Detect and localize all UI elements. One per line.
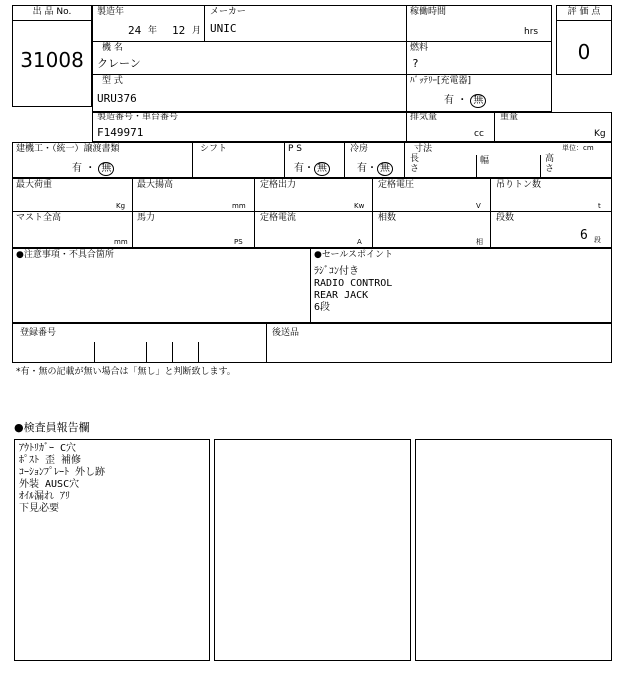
fuel-value: ? bbox=[412, 57, 419, 70]
displacement-unit: cc bbox=[474, 129, 484, 139]
ps-dot: ・ bbox=[304, 163, 314, 174]
stages-label: 段数 bbox=[496, 213, 515, 223]
battery-dot: ・ bbox=[457, 95, 468, 106]
battery-choice bbox=[444, 91, 486, 108]
model-type-label: 型 式 bbox=[102, 76, 123, 86]
sales-points-text: ﾗｼﾞｺﾝ付き RADIO CONTROL REAR JACK 6段 bbox=[314, 266, 393, 313]
year-unit: 年 bbox=[148, 26, 158, 36]
horsepower-unit: PS bbox=[234, 238, 243, 246]
weight-label: 重量 bbox=[500, 112, 519, 122]
registration-label: 登録番号 bbox=[20, 328, 57, 338]
fuel-label: 燃料 bbox=[410, 43, 429, 53]
lot-number-value: 31008 bbox=[20, 48, 84, 72]
transfer-doc-no-circled: 無 bbox=[98, 162, 114, 176]
transfer-doc-choice bbox=[72, 159, 114, 176]
mast-height-unit: mm bbox=[114, 238, 128, 246]
max-lift-height-label: 最大揚高 bbox=[137, 180, 174, 190]
inspector-col-2 bbox=[214, 439, 411, 661]
aircon-yes: 有 bbox=[357, 163, 367, 174]
dimension-height-label: 高 さ bbox=[545, 154, 555, 174]
inspector-col-1-text: ｱｳﾄﾘｶﾞｰ C穴 ﾎﾟｽﾄ 歪 補修 ｺｰｼｮﾝﾌﾟﾚｰﾄ 外し跡 外装 AUSC穴 ｵｲﾙ漏れ ｱﾘ 下見必要 bbox=[19, 443, 106, 514]
inspector-label: ●検査員報告欄 bbox=[14, 421, 90, 434]
shift-label: シフト bbox=[200, 144, 228, 154]
rated-current-unit: A bbox=[357, 238, 362, 246]
ps-choice bbox=[294, 159, 330, 176]
displacement-label: 排気量 bbox=[410, 112, 438, 122]
aircon-no-circled: 無 bbox=[377, 162, 393, 176]
mast-height-label: マスト全高 bbox=[16, 213, 62, 223]
sales-points-label: ●セールスポイント bbox=[314, 250, 394, 260]
month-unit: 月 bbox=[192, 26, 202, 36]
model-type-value: URU376 bbox=[97, 92, 137, 105]
hours-unit: hrs bbox=[524, 27, 539, 37]
transfer-doc-yes: 有 bbox=[72, 163, 82, 174]
aircon-dot: ・ bbox=[367, 163, 377, 174]
manufacture-year-value: 24 bbox=[128, 24, 142, 37]
footnote: *有・無の記載が無い場合は「無し」と判断致します。 bbox=[16, 367, 236, 377]
registration-section bbox=[12, 323, 612, 363]
weight-unit: Kg bbox=[594, 129, 606, 139]
lifting-tonnage-unit: t bbox=[598, 202, 601, 210]
serial-label: 製造番号・車台番号 bbox=[97, 112, 179, 122]
manufacture-month-value: 12 bbox=[172, 24, 186, 37]
horsepower-label: 馬力 bbox=[137, 213, 156, 223]
delivery-label: 後送品 bbox=[272, 328, 300, 338]
max-load-unit: Kg bbox=[116, 202, 126, 210]
rated-voltage-label: 定格電圧 bbox=[378, 180, 415, 190]
battery-yes: 有 bbox=[444, 95, 454, 106]
ps-label: P S bbox=[288, 144, 303, 154]
dimension-width-label: 幅 bbox=[480, 156, 490, 166]
maker-label: メーカー bbox=[210, 7, 246, 17]
rated-voltage-unit: V bbox=[476, 202, 481, 210]
stages-unit: 段 bbox=[594, 236, 601, 244]
transfer-doc-label: 建機工・（統一）譲渡書類 bbox=[16, 144, 120, 154]
max-lift-height-unit: mm bbox=[232, 202, 246, 210]
lot-number-label: 出 品 No. bbox=[32, 7, 72, 17]
notes-label: ●注意事項・不具合箇所 bbox=[16, 250, 114, 260]
transfer-doc-dot: ・ bbox=[85, 163, 96, 174]
ps-yes: 有 bbox=[294, 163, 304, 174]
model-name-label: 機 名 bbox=[102, 43, 123, 53]
serial-value: F149971 bbox=[97, 126, 144, 139]
rated-current-label: 定格電流 bbox=[260, 213, 297, 223]
battery-no-circled: 無 bbox=[470, 94, 486, 108]
aircon-choice bbox=[357, 159, 393, 176]
rated-output-unit: Kw bbox=[354, 202, 365, 210]
manufacture-year-label: 製造年 bbox=[97, 7, 125, 17]
maker-value: UNIC bbox=[210, 22, 237, 35]
lifting-tonnage-label: 吊りトン数 bbox=[496, 180, 542, 190]
battery-label: ﾊﾞｯﾃﾘｰ[充電器] bbox=[410, 76, 472, 86]
aircon-label: 冷房 bbox=[350, 144, 369, 154]
stages-value: 6 bbox=[580, 228, 588, 243]
model-name-value: クレーン bbox=[97, 57, 141, 70]
inspector-col-3 bbox=[415, 439, 612, 661]
hours-label: 稼働時間 bbox=[410, 7, 447, 17]
rated-output-label: 定格出力 bbox=[260, 180, 297, 190]
ps-no-circled: 無 bbox=[314, 162, 330, 176]
phase-unit: 相 bbox=[476, 238, 483, 246]
max-load-label: 最大荷重 bbox=[16, 180, 53, 190]
phase-label: 相数 bbox=[378, 213, 397, 223]
dimensions-unit-note: 単位：cm bbox=[562, 144, 594, 152]
rating-value: 0 bbox=[577, 40, 591, 64]
dimensions-label: 寸法 bbox=[414, 144, 433, 154]
rating-label: 評 価 点 bbox=[567, 7, 601, 17]
dimension-length-label: 長 さ bbox=[410, 154, 420, 174]
